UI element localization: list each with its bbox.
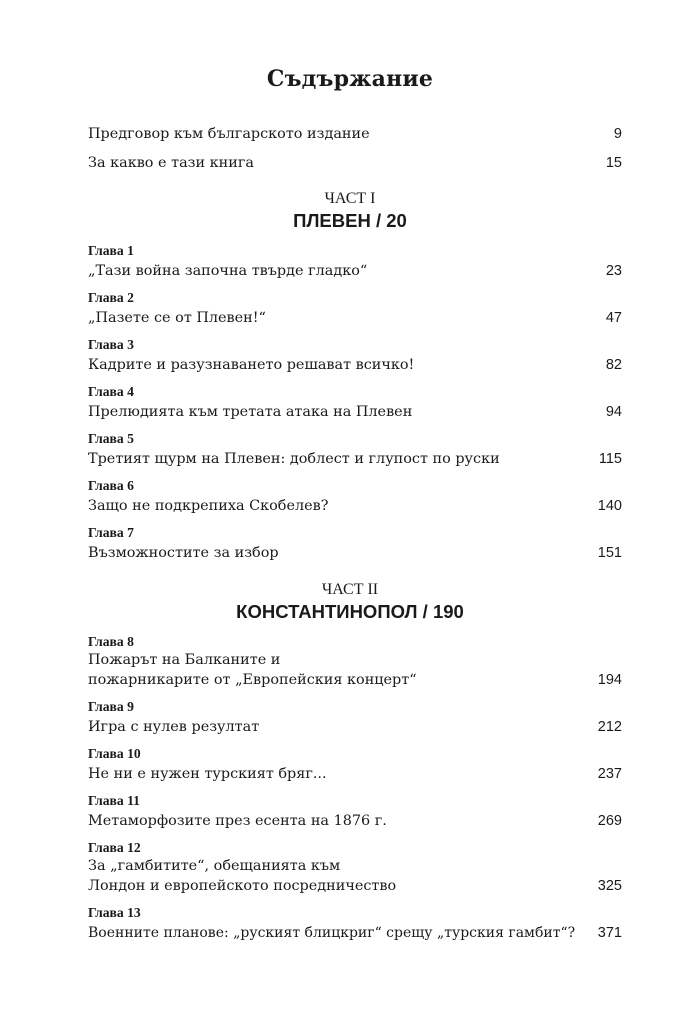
entry-page-number: 94 xyxy=(605,404,622,420)
entry-page-number: 212 xyxy=(597,719,622,735)
chapter-8-text-line-1: Пожарът на Балканите и xyxy=(88,652,281,668)
entry-page-number: 237 xyxy=(597,766,622,782)
chapter-12-text-line-1: За „гамбитите“, обещанията към xyxy=(88,858,341,874)
chapter-3-label: Глава 3 xyxy=(88,337,134,352)
chapter-9-label: Глава 9 xyxy=(88,699,134,714)
entry-text: Предговор към българското издание xyxy=(88,126,370,142)
page-title: Съдържание xyxy=(266,66,434,92)
entry-text: Военните планове: „руският блицкриг“ срещу „турския гамбит“? xyxy=(88,925,576,941)
entry-page-number: 115 xyxy=(598,451,622,467)
entry-text: Кадрите и разузнаването решават всичко! xyxy=(88,357,415,373)
entry-text: Възможностите за избор xyxy=(88,545,279,561)
entry-text: „Пазете се от Плевен!“ xyxy=(88,310,266,326)
entry-page-number: 23 xyxy=(605,263,622,279)
entry-page-number: 194 xyxy=(597,672,622,688)
entry-text: За какво е тази книга xyxy=(88,155,254,171)
entry-text: „Тази война започна твърде гладко“ xyxy=(88,263,368,279)
part-1-label: ЧАСТ I xyxy=(324,190,376,207)
entry-text: Третият щурм на Плевен: доблест и глупост по руски xyxy=(88,451,500,467)
entry-text: Не ни е нужен турският бряг... xyxy=(88,766,327,782)
entry-page-number: 9 xyxy=(613,126,622,142)
entry-page-number: 82 xyxy=(605,357,622,373)
part-2-label: ЧАСТ II xyxy=(321,581,379,598)
entry-text: Игра с нулев резултат xyxy=(88,719,260,735)
entry-text: Защо не подкрепиха Скобелев? xyxy=(88,498,329,514)
part-2-title: КОНСТАНТИНОПОЛ / 190 xyxy=(236,601,464,622)
part-1-title: ПЛЕВЕН / 20 xyxy=(293,210,407,231)
entry-page-number: 269 xyxy=(597,813,622,829)
chapter-10-label: Глава 10 xyxy=(88,746,141,761)
chapter-13-label: Глава 13 xyxy=(88,905,141,920)
entry-page-number: 325 xyxy=(597,878,622,894)
chapter-11-label: Глава 11 xyxy=(88,793,140,808)
entry-text: пожарникарите от „Европейския концерт“ xyxy=(88,672,417,688)
chapter-7-label: Глава 7 xyxy=(88,525,134,540)
entry-text: Прелюдията към третата атака на Плевен xyxy=(88,404,413,420)
chapter-4-label: Глава 4 xyxy=(88,384,134,399)
entry-page-number: 15 xyxy=(605,155,622,171)
chapter-12-label: Глава 12 xyxy=(88,840,141,855)
entry-text: Метаморфозите през есента на 1876 г. xyxy=(88,813,387,829)
chapter-6-label: Глава 6 xyxy=(88,478,134,493)
entry-page-number: 371 xyxy=(597,925,622,941)
chapter-1-label: Глава 1 xyxy=(88,243,134,258)
entry-page-number: 47 xyxy=(605,310,622,326)
chapter-8-label: Глава 8 xyxy=(88,634,134,649)
entry-page-number: 151 xyxy=(597,545,622,561)
chapter-5-label: Глава 5 xyxy=(88,431,134,446)
entry-text: Лондон и европейското посредничество xyxy=(88,878,397,894)
entry-page-number: 140 xyxy=(597,498,622,514)
chapter-2-label: Глава 2 xyxy=(88,290,134,305)
